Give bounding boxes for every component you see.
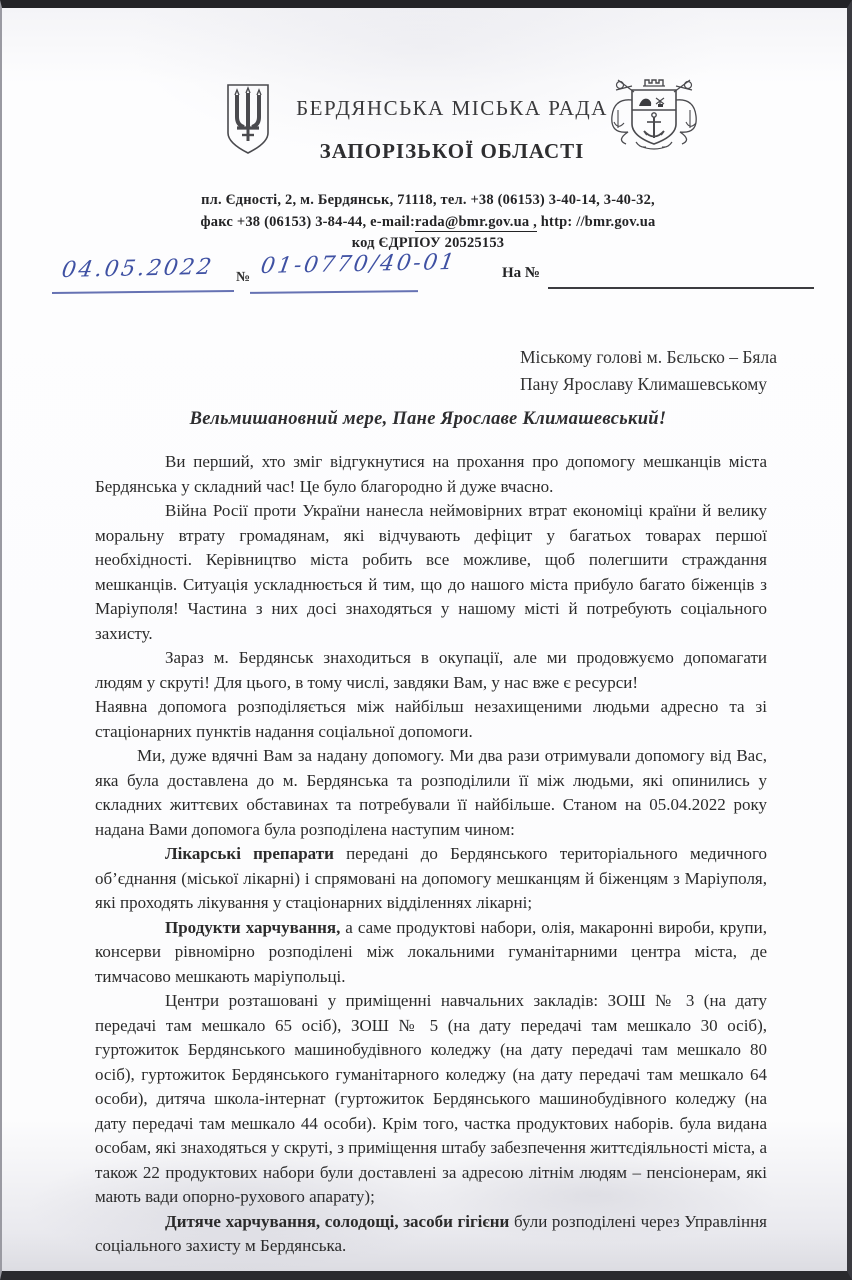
handwritten-date: 04.05.2022: [60, 254, 216, 283]
paragraph-text: Ви перший, хто зміг відгукнутися на прохання про допомогу мешканців міста Бердянська у складний час! Це було благородно й дуже вчасно.: [95, 452, 767, 496]
paragraph-text: Зараз м. Бердянськ знаходиться в окупації, але ми продовжуємо допомагати людям у скруті! Для цього, в тому числі, завдяки Вам, у нас вже є ресурси!: [95, 648, 767, 692]
body-paragraph: [95, 989, 767, 1210]
body-paragraph: [95, 695, 767, 744]
letter-page: [2, 8, 847, 1271]
reply-to-label: На №: [502, 265, 540, 281]
fax-label: факс +38 (06153) 3-84-44, e-mail:: [200, 214, 416, 230]
contact-line: [2, 214, 852, 231]
body-paragraph: [95, 1210, 767, 1259]
number-sign: №: [236, 270, 251, 285]
region-name: ЗАПОРІЗЬКОЇ ОБЛАСТІ: [319, 139, 585, 163]
salutation: Вельмишановний мере, Пане Ярославе Климашевський!: [189, 409, 667, 429]
number-underline: [250, 290, 418, 294]
paragraph-lead: Продукти харчування,: [165, 917, 341, 937]
paragraph-text: були розподілені через Управління соціального захисту м Бердянська.: [95, 1211, 767, 1255]
paragraph-text: Наявна допомога розподіляється між найбільш незахищеними людьми адресно та зі стаціонарних пунктів надання соціальної допомоги.: [95, 697, 767, 741]
address-line: пл. Єдності, 2, м. Бердянськ, 71118, тел. +38 (06153) 3-40-14, 3-40-32,: [201, 192, 655, 208]
email-link: rada@bmr.gov.ua ,: [415, 214, 537, 230]
paragraph-text: Центри розташовані у приміщенні навчальних закладів: ЗОШ № 3 (на дату передачі там мешкало 65 осіб), ЗОШ № 5 (на дату передачі там мешкало 30 осіб), гуртожиток Бердянського машинобудівного коледжу (на дату передачі там мешкало 80 осіб), гуртожиток Бердянського гуманітарного коледжу (на дату передачі там мешкало 64 особи), дитяча школа-інтернат (гуртожиток Бердянського машинобудівного коледжу (на дату передачі там мешкало 44 особи). Крім того, частка продуктових наборів. була видана особам, які знаходяться у скруті, з приміщення штабу забезпечення життєдіяльності міста, а також 22 продуктових набори були доставлені за адресою літнім людям – пенсіонерам, які мають вади опорно-рухового апарату);: [95, 991, 767, 1206]
body-paragraph: [95, 499, 767, 646]
body-paragraph: [95, 744, 767, 842]
handwritten-ref-number: 01-0770/40-01: [259, 249, 459, 279]
date-underline: [52, 290, 234, 294]
reply-number-blank-line: [548, 287, 814, 289]
recipient-block: [520, 344, 777, 398]
body-paragraph: [95, 450, 767, 499]
body-paragraph: [95, 646, 767, 695]
paragraph-text: передані до Бердянського територіального медичного об’єднання (міської лікарні) і спрямовані на допомогу мешканцям й біженцям з Маріуполя, які проходять лікування у стаціонарних відділеннях лікарні;: [95, 844, 768, 912]
paragraph-text: Ми, дуже вдячні Вам за надану допомогу. Ми два рази отримували допомогу від Вас, яка була доставлена до м. Бердянська та розподілили її між людьми, які опинились у складних життєвих обставинах та потребували її найбільше. Станом на 05.04.2022 року надана Вами допомога була розподілена наступим чином:: [95, 746, 767, 839]
recipient-line-1: Міському голові м. Бєльско – Бяла: [520, 347, 777, 367]
recipient-line-2: Пану Ярославу Климашевському: [520, 374, 768, 394]
paragraph-text: а саме продуктові набори, олія, макаронні вироби, крупи, консерви рівномірно розподілені між локальними гуманітарними центра міста, де тимчасово мешкають маріупольці.: [95, 917, 768, 986]
paragraph-lead: Лікарські препарати: [165, 844, 334, 863]
body-paragraph: [95, 916, 767, 990]
organization-name: БЕРДЯНСЬКА МІСЬКА РАДА: [296, 96, 608, 120]
website-link: http: //bmr.gov.ua: [536, 214, 656, 230]
body-paragraph: [95, 842, 767, 916]
letter-body: [95, 450, 767, 1259]
paragraph-text: Війна Росії проти України нанесла неймовірних втрат економіці країни й велику моральну втрату громадянам, які відчувають дефіцит у багатьох товарах першої необхідності. Керівництво міста робить все можливе, щоб полегшити страждання мешканців. Ситуація ускладнюється й тим, що до нашого міста прибуло багато біженців з Маріуполя! Частина з них досі знаходяться у нашому місті й потребують соціального захисту.: [95, 501, 767, 643]
paragraph-lead: Дитяче харчування, солодощі, засоби гігієни: [165, 1211, 510, 1231]
edrpou-line: код ЄДРПОУ 20525153: [351, 235, 505, 251]
